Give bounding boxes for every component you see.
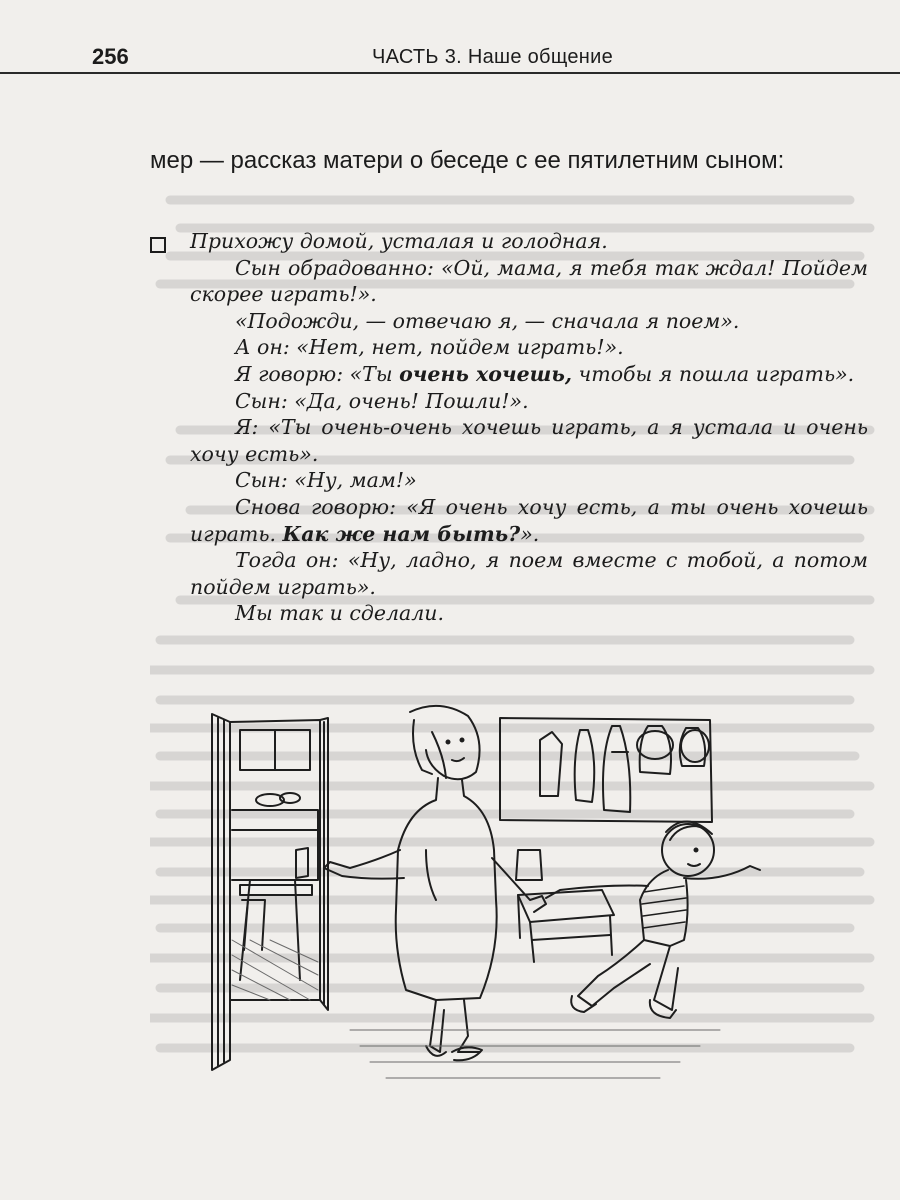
dialog-line: Сын обрадованно: «Ой, мама, я тебя так ждал! Пойдем скорее играть!».	[190, 255, 868, 307]
dialog-line	[190, 361, 868, 388]
dialog-line: Сын: «Да, очень! Пошли!».	[235, 388, 529, 413]
intro-paragraph: мер — рассказ матери о беседе с ее пятилетним сыном:	[150, 147, 785, 174]
dialog-line: Я: «Ты очень-очень хочешь играть, а я устала и очень хочу есть».	[190, 415, 868, 466]
dialog-emphasis: очень хочешь,	[399, 361, 572, 386]
dialog-text: чтобы я пошла играть».	[572, 361, 855, 386]
page-number: 256	[92, 44, 129, 69]
dialog-text: Снова говорю: «Я очень хочу есть, а ты очень хочешь играть.	[190, 494, 868, 546]
header-rule	[0, 72, 900, 74]
dialog-line	[190, 494, 868, 547]
dialog-emphasis: Как же нам быть?	[282, 521, 521, 546]
mother-figure-drawing	[324, 706, 546, 1060]
dialog-block	[190, 228, 868, 627]
dialog-line: Прихожу домой, усталая и голодная.	[190, 229, 608, 253]
dialog-line: «Подожди, — отвечаю я, — сначала я поем».	[235, 308, 740, 333]
doorway-drawing	[212, 714, 328, 1070]
dialog-line: Сын: «Ну, мам!»	[235, 468, 417, 493]
boy-figure-drawing	[546, 821, 760, 1018]
table-drawing	[518, 890, 614, 962]
coat-rack-drawing	[500, 718, 712, 880]
dialog-text: Я говорю: «Ты	[235, 361, 400, 386]
page-header	[0, 40, 900, 72]
dialog-text: ».	[520, 521, 540, 546]
mother-and-son-illustration	[200, 700, 780, 1090]
dialog-line: Тогда он: «Ну, ладно, я поем вместе с тобой, а потом пойдем играть».	[190, 548, 868, 599]
floor-hatching	[350, 1030, 720, 1078]
dialog-line: А он: «Нет, нет, пойдем играть!».	[235, 335, 624, 360]
checkbox-marker-icon	[150, 237, 166, 253]
running-head: ЧАСТЬ 3. Наше общение	[372, 46, 614, 68]
dialog-line: Мы так и сделали.	[235, 601, 444, 626]
